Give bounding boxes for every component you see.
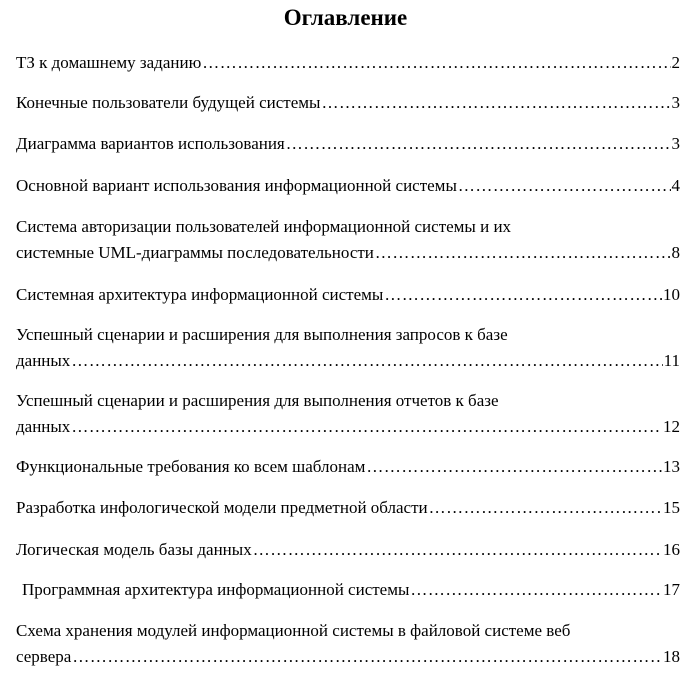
toc-entry[interactable] — [16, 618, 680, 670]
dot-leader — [458, 173, 671, 199]
toc-entry-text: Логическая модель базы данных — [16, 540, 252, 559]
toc-entry-first-line: Система авторизации пользователей информационной системы и их — [16, 217, 512, 236]
toc-entry-text: данных — [16, 417, 71, 436]
dot-leader — [71, 414, 662, 440]
dot-leader — [286, 131, 671, 157]
toc-page-number: 8 — [671, 243, 680, 262]
toc-entry-text: системные UML-диаграммы последовательности — [16, 243, 374, 262]
dot-leader — [375, 240, 671, 266]
dot-leader — [366, 454, 662, 480]
dot-leader — [202, 50, 670, 76]
toc-page-number: 16 — [663, 540, 680, 559]
toc-entry-text: ТЗ к домашнему заданию — [16, 53, 202, 72]
toc-page-number: 17 — [663, 580, 680, 599]
toc-page-number: 10 — [663, 285, 680, 304]
toc-entry[interactable] — [16, 173, 680, 199]
toc-entry[interactable] — [16, 454, 680, 480]
toc-entry[interactable] — [16, 282, 680, 308]
toc-entry-text: Основной вариант использования информационной системы — [16, 176, 457, 195]
toc-entry[interactable] — [16, 388, 680, 440]
toc-page-number: 2 — [671, 53, 680, 72]
toc-entry[interactable] — [16, 577, 680, 603]
dot-leader — [71, 348, 662, 374]
toc-entry-text: Функциональные требования ко всем шаблонам — [16, 457, 366, 476]
toc-entry-text: сервера — [16, 647, 72, 666]
toc-entry[interactable] — [16, 322, 680, 374]
toc-entry-text: данных — [16, 351, 71, 370]
dot-leader — [72, 644, 662, 670]
toc-entry-text: Программная архитектура информационной системы — [22, 580, 410, 599]
toc-page-number: 13 — [663, 457, 680, 476]
toc-title: Оглавление — [283, 5, 408, 30]
toc-entry-text: Конечные пользователи будущей системы — [16, 93, 321, 112]
toc-page-number: 18 — [663, 647, 680, 666]
toc-page-number: 11 — [663, 351, 680, 370]
toc-page-number: 12 — [663, 417, 680, 436]
dot-leader — [253, 537, 662, 563]
toc-entry-first-line: Схема хранения модулей информационной системы в файловой системе веб — [16, 621, 571, 640]
toc-entry[interactable] — [16, 131, 680, 157]
toc-entry[interactable] — [16, 495, 680, 521]
toc-page-number: 15 — [663, 498, 680, 517]
toc-entry[interactable] — [16, 214, 680, 266]
dot-leader — [429, 495, 662, 521]
dot-leader — [384, 282, 662, 308]
toc-entry[interactable] — [16, 537, 680, 563]
toc-page-number: 3 — [671, 93, 680, 112]
toc-page-number: 4 — [671, 176, 680, 195]
toc-entry-text: Разработка инфологической модели предметной области — [16, 498, 428, 517]
toc-entry-first-line: Успешный сценарии и расширения для выполнения запросов к базе — [16, 325, 508, 344]
toc-entry[interactable] — [16, 90, 680, 116]
dot-leader — [321, 90, 670, 116]
toc-entry-text: Диаграмма вариантов использования — [16, 134, 285, 153]
toc-entry[interactable] — [16, 50, 680, 76]
dot-leader — [410, 577, 662, 603]
toc-entry-first-line: Успешный сценарии и расширения для выполнения отчетов к базе — [16, 391, 499, 410]
toc-entry-text: Системная архитектура информационной системы — [16, 285, 384, 304]
toc-page-number: 3 — [671, 134, 680, 153]
